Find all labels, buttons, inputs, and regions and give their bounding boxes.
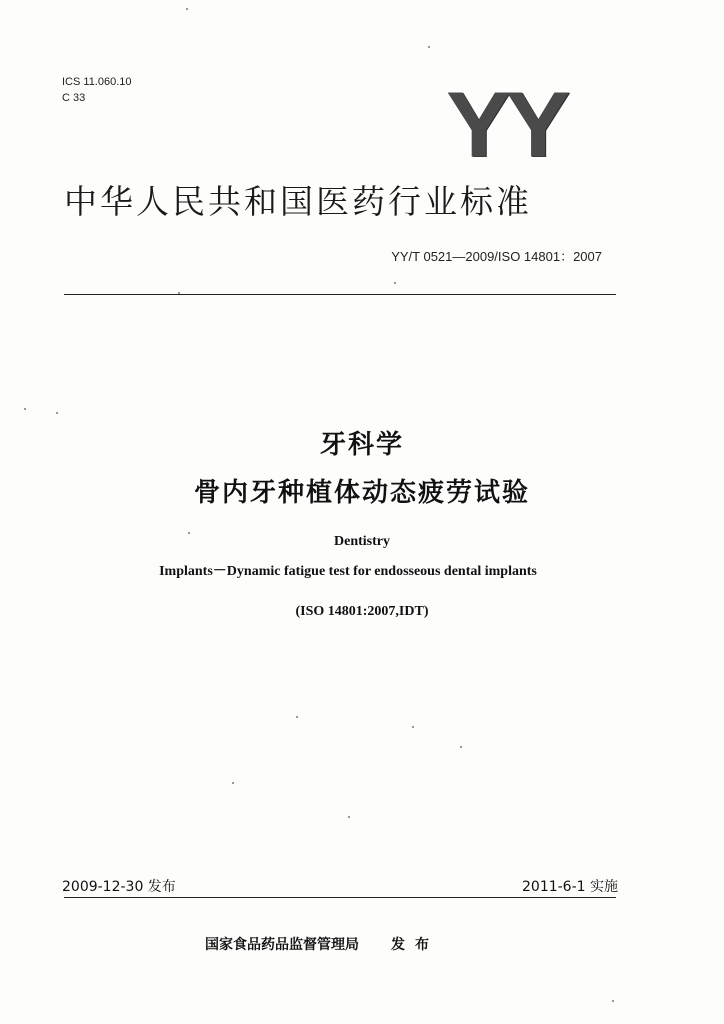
scan-speck [460,746,462,748]
scan-speck [188,532,190,534]
scan-speck [348,816,350,818]
scan-speck [612,1000,614,1002]
footer-divider [64,897,616,898]
scan-speck [186,8,188,10]
issue-date: 2009-12-30 发布 [62,879,176,895]
standard-number: YY/T 0521—2009/ISO 14801：2007 [391,249,602,264]
publish-label: 发布 [391,937,439,953]
chinese-title-line1: 牙科学 [319,430,404,460]
ics-code: ICS 11.060.10 [62,76,132,88]
implementation-date: 2011-6-1 实施 [522,879,618,895]
scan-speck [178,292,180,294]
scan-speck [232,782,234,784]
classification-codes [62,74,132,106]
scan-speck [428,46,430,48]
scan-speck [24,408,26,410]
header-divider [64,294,616,295]
scan-speck [412,726,414,728]
scan-speck [394,282,396,284]
english-title-line1: Dentistry [334,534,390,549]
standard-type-heading: 中华人民共和国医药行业标准 [64,182,532,221]
scan-speck [296,716,298,718]
adoption-note: (ISO 14801:2007,IDT) [295,604,429,619]
scan-speck [56,412,58,414]
issuing-authority [205,934,439,954]
ccs-code: C 33 [62,92,86,104]
chinese-title-line2: 骨内牙种植体动态疲劳试验 [193,478,530,508]
english-title-line2: Implants－Dynamic fatigue test for endosseous dental implants [159,564,537,579]
yy-logo: YY [446,71,565,177]
issuer-name: 国家食品药品监督管理局 [205,937,359,953]
